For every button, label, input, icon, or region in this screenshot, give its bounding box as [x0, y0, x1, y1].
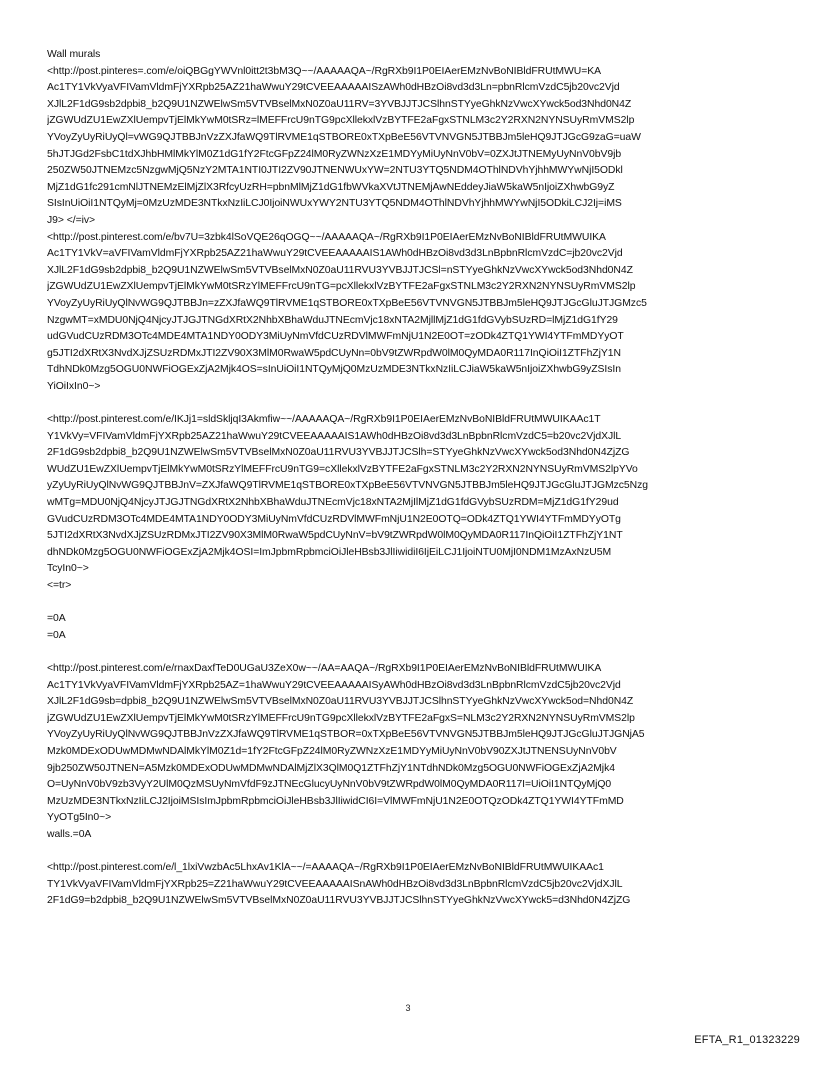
document-line: WUdZU1EwZXlUempvTjElMkYwM0tSRzYlMEFFrcU9nTG9=cXllekxlVzBYTFE2aFgxSTNLM3c2Y2RXN2NYNSUyRmVMS2lpYVo [47, 463, 638, 475]
document-line: J9> </=iv> [47, 214, 96, 226]
document-line: <http://post.pinterest.com/e/rnaxDaxfTeD0UGaU3ZeX0w~~/AA=AAQA~/RgRXb9I1P0EIAerEMzNvBoNIBldFRUtMWUIKA [47, 662, 602, 674]
document-line: NzgwMT=xMDU0NjQ4NjcyJTJGJTNGdXRtX2NhbXBhaWduJTNEcmVjc18xNTA2MjllMjZ1dG1fdGVybSUzRD=lMjZ1dG1fY29 [47, 314, 618, 326]
document-line: jZGWUdZU1EwZXlUempvTjElMkYwM0tSRzYlMEFFrcU9nTG=pcXllekxlVzBYTFE2aFgxSTNLM3c2Y2RXN2NYNSUyRmVMS2lp [47, 281, 636, 293]
document-line: XJlL2F1dG9sb2dpbi8_b2Q9U1NZWElwSm5VTVBselMxN0Z0aU11RVU3YVBJJTJCSl=nSTYyeGhkNzVwcXYwck5od3Nhd0N4Z [47, 264, 633, 276]
document-line: jZGWUdZU1EwZXlUempvTjElMkYwM0tSRz=lMEFFrcU9nTG9pcXllekxlVzBYTFE2aFgxSTNLM3c2Y2RXN2NYNSUyRmVMS2lp [47, 115, 635, 127]
document-line: <http://post.pinterest.com/e/l_1lxiVwzbAc5LhxAv1KlA~~/=AAAAQA~/RgRXb9I1P0EIAerEMzNvBoNIBldFRUtMWUIKAAc1 [47, 862, 604, 874]
document-line: walls.=0A [47, 828, 92, 840]
document-line [47, 595, 772, 612]
document-line: YVoyZyUyRiUyQlNvWG9QJTBBJnVzZXJfaWQ9TlRVME1qSTBOR=0xTXpBeE56VTVNVGN5JTBBJm5leHQ9JTJGcGluJTJGNjA5 [47, 729, 645, 741]
document-line [47, 644, 772, 661]
document-line: XJlL2F1dG9sb2dpbi8_b2Q9U1NZWElwSm5VTVBselMxN0Z0aU11RV=3YVBJJTJCSlhnSTYyeGhkNzVwcXYwck5od3Nhd0N4Z [47, 98, 632, 110]
document-line: jZGWUdZU1EwZXlUempvTjElMkYwM0tSRzYlMEFFrcU9nTG9pcXllekxlVzBYTFE2aFgxS=NLM3c2Y2RXN2NYNSUyRmVMS2lp [47, 712, 635, 724]
document-line: dhNDk0Mzg5OGU0NWFiOGExZjA2Mjk4OSI=ImJpbmRpbmciOiJleHBsb3JlIiwidiI6IjEiLCJ1IjoiNTU0MjI0NDM1MzAxNzU5M [47, 546, 612, 558]
document-line: Ac1TY1VkVyaVFIVamVldmFjYXRpb25AZ=1haWwuY29tCVEEAAAAAISyAWh0dHBzOi8vd3d3LnBpbnRlcmVzdC5jb20vc2Vjd [47, 679, 621, 691]
document-line: <http://post.pinteres=.com/e/oiQBGgYWVnl0itt2t3bM3Q~~/AAAAAQA~/RgRXb9I1P0EIAerEMzNvBoNIBldFRUtMWU=KA [47, 65, 602, 77]
document-line: Wall murals [47, 49, 101, 60]
document-line [47, 844, 772, 861]
document-line: <http://post.pinterest.com/e/bv7U=3zbk4lSoVQE26qOGQ~~/AAAAAQA~/RgRXb9I1P0EIAerEMzNvBoNIBldFRUtMWUIKA [47, 231, 606, 243]
document-line: TdhNDk0Mzg5OGU0NWFiOGExZjA2Mjk4OS=sInUiOiI1NTQyMjQ0MzUzMDE3NTkxNzIiLCJiaW5kaW5nIjoiZXhwbG9yZSIsIn [47, 364, 621, 376]
document-line: Mzk0MDExODUwMDMwNDAlMkYlM0Z1d=1fY2FtcGFpZ24lM0RyZWNzXzE1MDYyMiUyNnV0bV90ZXJtJTNENSUyNnV0bV [47, 745, 617, 757]
document-line: SIsInUiOiI1NTQyMj=0MzUzMDE3NTkxNzIiLCJ0IjoiNWUxYWY2NTU3YTQ5NDM4OThlNDVhYjhhMWYwNjI5ODkiLCJ2Ij=iMS [47, 198, 622, 210]
document-line: MzUzMDE3NTkxNzIiLCJ2IjoiMSIsImJpbmRpbmciOiJleHBsb3JlIiwidCI6I=VlMWFmNjU1N2E0OTQzODk4ZTQ1YWI4YTFmMD [47, 795, 624, 807]
document-line: wMTg=MDU0NjQ4NjcyJTJGJTNGdXRtX2NhbXBhaWduJTNEcmVjc18xNTA2MjIlMjZ1dG1fdGVybSUzRDM=MjZ1dG1fY29ud [47, 497, 619, 509]
bates-number: EFTA_R1_01323229 [694, 1034, 800, 1046]
document-line: Ac1TY1VkVyaVFIVamVldmFjYXRpb25AZ21haWwuY29tCVEEAAAAAISzAWh0dHBzOi8vd3d3Ln=pbnRlcmVzdC5jb20vc2Vjd [47, 82, 620, 94]
document-line: YVoyZyUyRiUyQl=vWG9QJTBBJnVzZXJfaWQ9TlRVME1qSTBORE0xTXpBeE56VTVNVGN5JTBBJm5leHQ9JTJGcG9zaG=uaW [47, 131, 641, 143]
document-line: <http://post.pinterest.com/e/IKJj1=sldSkljqI3Akmfiw~~/AAAAAQA~/RgRXb9I1P0EIAerEMzNvBoNIBldFRUtMWUIKAAc1T [47, 414, 601, 426]
document-line: 2F1dG9sb2dpbi8_b2Q9U1NZWElwSm5VTVBselMxN0Z0aU11RVU3YVBJJTJCSlh=STYyeGhkNzVwcXYwck5od3Nhd0N4ZjZG [47, 447, 630, 459]
document-line: 5hJTJGd2FsbC1tdXJhbHMlMkYlM0Z1dG1fY2FtcGFpZ24lM0RyZWNzXzE1MDYyMiUyNnV0bV=0ZXJtJTNEMyUyNnV0bV9jb [47, 148, 622, 160]
document-line: TcyIn0~> [47, 563, 89, 575]
document-line: 2F1dG9=b2dpbi8_b2Q9U1NZWElwSm5VTVBselMxN0Z0aU11RVU3YVBJJTJCSlhnSTYyeGhkNzVwcXYwck5=d3Nhd0N4ZjZG [47, 895, 631, 907]
document-line: 9jb250ZW50JTNEN=A5Mzk0MDExODUwMDMwNDAlMjZlX3QlM0Q1ZTFhZjY1NTdhNDk0Mzg5OGU0NWFiOGExZjA2Mjk4 [47, 762, 615, 774]
document-line: YyOTg5In0~> [47, 812, 112, 824]
document-line: O=UyNnV0bV9zb3VyY2UlM0QzMSUyNmVfdF9zJTNEcGlucyUyNnV0bV9tZWRpdW0lM0QyMDA0R117I=UiOiI1NTQyMjQ0 [47, 779, 612, 791]
document-line: <=tr> [47, 580, 72, 591]
document-line [47, 395, 772, 412]
document-line: =0A [47, 613, 66, 625]
document-line: yZyUyRiUyQlNvWG9QJTBBJnV=ZXJfaWQ9TlRVME1qSTBORE0xTXpBeE56VTVNVGN5JTBBJm5leHQ9JTJGcGluJTJGMzc5Nzg [47, 480, 648, 492]
document-line: Ac1TY1VkV=aVFIVamVldmFjYXRpb25AZ21haWwuY29tCVEEAAAAAIS1AWh0dHBzOi8vd3d3LnBpbnRlcmVzdC=jb20vc2Vjd [47, 248, 623, 260]
document-line: =0A [47, 629, 66, 641]
document-line: MjZ1dG1fc291cmNlJTNEMzElMjZlX3RfcyUzRH=pbnMlMjZ1dG1fbWVkaXVtJTNEMjAwNEddeyJiaW5kaW5nIjoiZXhwbG9yZ [47, 181, 615, 193]
document-line: YiOiIxIn0~> [47, 380, 101, 392]
document-line: TY1VkVyaVFIVamVldmFjYXRpb25=Z21haWwuY29tCVEEAAAAAISnAWh0dHBzOi8vd3d3LnBpbnRlcmVzdC5jb20vc2VjdXJlL [47, 878, 623, 890]
document-line: g5JTI2dXRtX3NvdXJjZSUzRDMxJTI2ZV90X3MlM0RwaW5pdCUyNn=0bV9tZWRpdW0lM0QyMDA0R117InQiOiI1ZTFhZjY1N [47, 347, 621, 359]
document-line: GVudCUzRDM3OTc4MDE4MTA1NDY0ODY3MiUyNmVfdCUzRDVlMWFmNjU1N2E0OTQ=ODk4ZTQ1YWI4YTFmMDYyOTg [47, 513, 621, 525]
document-line: YVoyZyUyRiUyQlNvWG9QJTBBJn=zZXJfaWQ9TlRVME1qSTBORE0xTXpBeE56VTVNVGN5JTBBJm5leHQ9JTJGcGluJTJGMzc5 [47, 297, 647, 309]
document-line: 5JTI2dXRtX3NvdXJjZSUzRDMxJTI2ZV90X3MlM0RwaW5pdCUyNnV=bV9tZWRpdW0lM0QyMDA0R117InQiOiI1ZTFhZjY1NT [47, 530, 623, 542]
document-line: XJlL2F1dG9sb=dpbi8_b2Q9U1NZWElwSm5VTVBselMxN0Z0aU11RVU3YVBJJTJCSlhnSTYyeGhkNzVwcXYwck5od=Nhd0N4Z [47, 696, 634, 708]
document-body [47, 47, 772, 910]
document-line: 250ZW50JTNEMzc5NzgwMjQ5NzY2MTA1NTI0JTI2ZV90JTNENWUxYW=2NTU3YTQ5NDM4OThlNDVhYjhhMWYwNjI5ODkl [47, 165, 623, 177]
document-line: udGVudCUzRDM3OTc4MDE4MTA1NDY0ODY3MiUyNmVfdCUzRDVlMWFmNjU1N2E0OT=zODk4ZTQ1YWI4YTFmMDYyOT [47, 331, 624, 343]
document-line: Y1VkVy=VFIVamVldmFjYXRpb25AZ21haWwuY29tCVEEAAAAAIS1AWh0dHBzOi8vd3d3LnBpbnRlcmVzdC5=b20vc2VjdXJlL [47, 430, 622, 442]
page-number: 3 [405, 1003, 411, 1013]
